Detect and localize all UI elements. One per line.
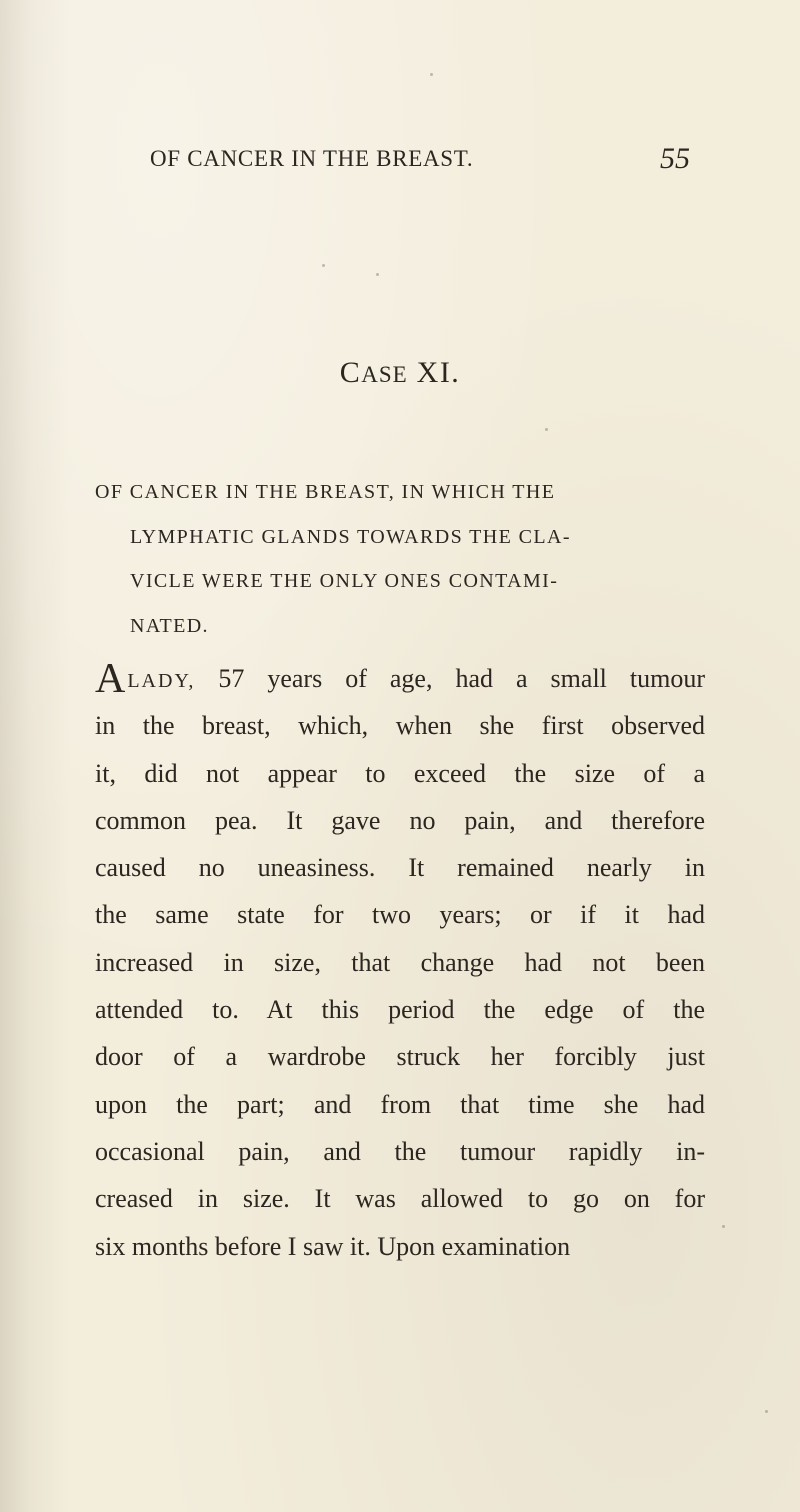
body-line: in the breast, which, when she first observed (95, 711, 705, 741)
body-line: six months before I saw it. Upon examination (95, 1231, 571, 1261)
paper-speck (322, 264, 325, 267)
paper-speck (722, 1225, 725, 1228)
subtitle-line: VICLE WERE THE ONLY ONES CONTAMI- (130, 570, 559, 592)
paper-speck (545, 428, 548, 431)
case-heading (0, 356, 800, 390)
running-title: OF CANCER IN THE BREAST. (150, 146, 474, 171)
case-heading-number: XI. (416, 356, 461, 389)
body-line: upon the part; and from that time she had (95, 1089, 705, 1119)
subtitle-line: NATED. (130, 614, 209, 637)
body-line: caused no uneasiness. It remained nearly in (95, 853, 705, 883)
first-word: LADY, (127, 670, 196, 692)
subtitle-line: LYMPHATIC GLANDS TOWARDS THE CLA- (130, 525, 571, 548)
body-line: common pea. It gave no pain, and therefore (95, 805, 705, 835)
paper-speck (765, 1410, 768, 1413)
case-heading-rest: ASE (361, 362, 408, 387)
running-head (150, 138, 690, 178)
first-line-rest: 57 years of age, had a small tumour (195, 664, 705, 693)
body-line: increased in size, that change had not been (95, 947, 705, 977)
page-number: 55 (660, 142, 690, 175)
body-line: attended to. At this period the edge of the (95, 995, 705, 1025)
paper-speck (430, 73, 433, 76)
subtitle-line: OF CANCER IN THE BREAST, IN WHICH THE (95, 481, 556, 503)
case-heading-initial: C (339, 356, 362, 389)
body-line: creased in size. It was allowed to go on for (95, 1184, 705, 1214)
body-line: door of a wardrobe struck her forcibly just (95, 1042, 705, 1072)
drop-cap: A (95, 656, 126, 702)
body-line: the same state for two years; or if it had (95, 900, 705, 930)
body-line: it, did not appear to exceed the size of a (95, 758, 705, 788)
body-line: occasional pain, and the tumour rapidly in- (95, 1136, 705, 1166)
case-subtitle (95, 470, 685, 648)
body-line-first (95, 655, 705, 702)
case-body (95, 655, 705, 1270)
paper-speck (376, 273, 379, 276)
